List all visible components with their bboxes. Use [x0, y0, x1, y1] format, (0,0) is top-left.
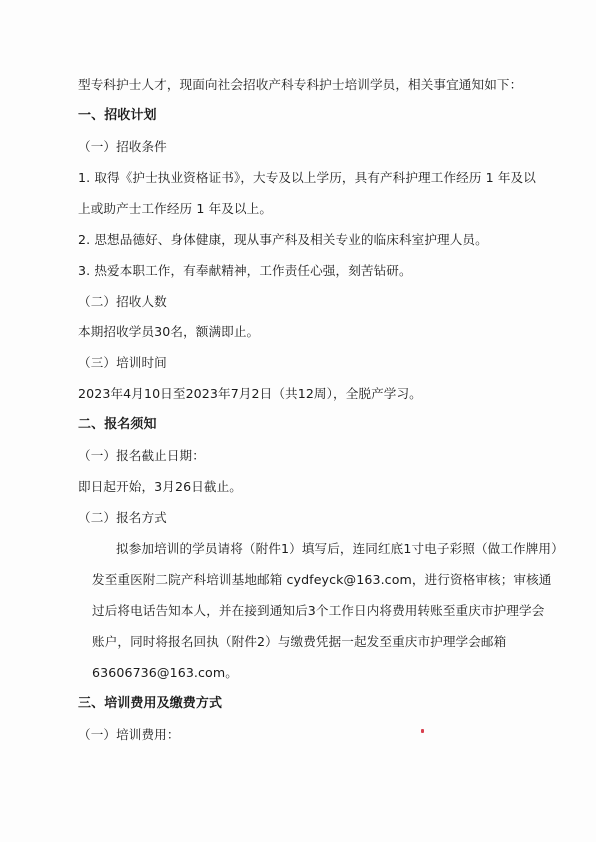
- subheading-enrollment-count: （二）招收人数: [78, 294, 167, 309]
- subheading-training-fee: （一）培训费用：: [78, 727, 180, 742]
- subheading-admission-requirements: （一）招收条件: [78, 139, 167, 154]
- training-period-text: 2023年4月10日至2023年7月2日（共12周），全脱产学习。: [78, 386, 422, 401]
- subheading-registration-method: （二）报名方式: [78, 510, 167, 525]
- intro-line: 型专科护士人才，现面向社会招收产科专科护士培训学员，相关事宜通知如下：: [78, 77, 523, 92]
- enrollment-count-text: 本期招收学员30名，额满即止。: [78, 324, 260, 339]
- subheading-training-period: （三）培训时间: [78, 355, 167, 370]
- section-heading-registration: 二、报名须知: [78, 417, 157, 432]
- requirement-1-line-2: 上或助产士工作经历 1 年及以上。: [78, 201, 273, 216]
- section-heading-recruitment-plan: 一、招收计划: [78, 108, 157, 123]
- registration-method-line-2: 发至重医附二院产科培训基地邮箱 cydfeyck@163.com，进行资格审核；审核通: [92, 572, 552, 587]
- registration-method-line-1: 拟参加培训的学员请将（附件1）填写后，连同红底1寸电子彩照（做工作牌用）: [116, 541, 564, 556]
- scan-speck: [421, 729, 424, 733]
- requirement-1-line-1: 1. 取得《护士执业资格证书》，大专及以上学历，具有产科护理工作经历 1 年及以: [78, 170, 536, 185]
- requirement-3: 3. 热爱本职工作，有奉献精神，工作责任心强，刻苦钻研。: [78, 263, 412, 278]
- registration-method-line-5: 63606736@163.com。: [92, 665, 238, 680]
- registration-method-line-3: 过后将电话告知本人，并在接到通知后3个工作日内将费用转账至重庆市护理学会: [92, 603, 545, 618]
- subheading-registration-deadline: （一）报名截止日期：: [78, 448, 205, 463]
- registration-deadline-text: 即日起开始，3月26日截止。: [78, 479, 242, 494]
- registration-method-line-4: 账户，同时将报名回执（附件2）与缴费凭据一起发至重庆市护理学会邮箱: [92, 634, 507, 649]
- requirement-2: 2. 思想品德好、身体健康，现从事产科及相关专业的临床科室护理人员。: [78, 232, 488, 247]
- section-heading-fees: 三、培训费用及缴费方式: [78, 696, 223, 711]
